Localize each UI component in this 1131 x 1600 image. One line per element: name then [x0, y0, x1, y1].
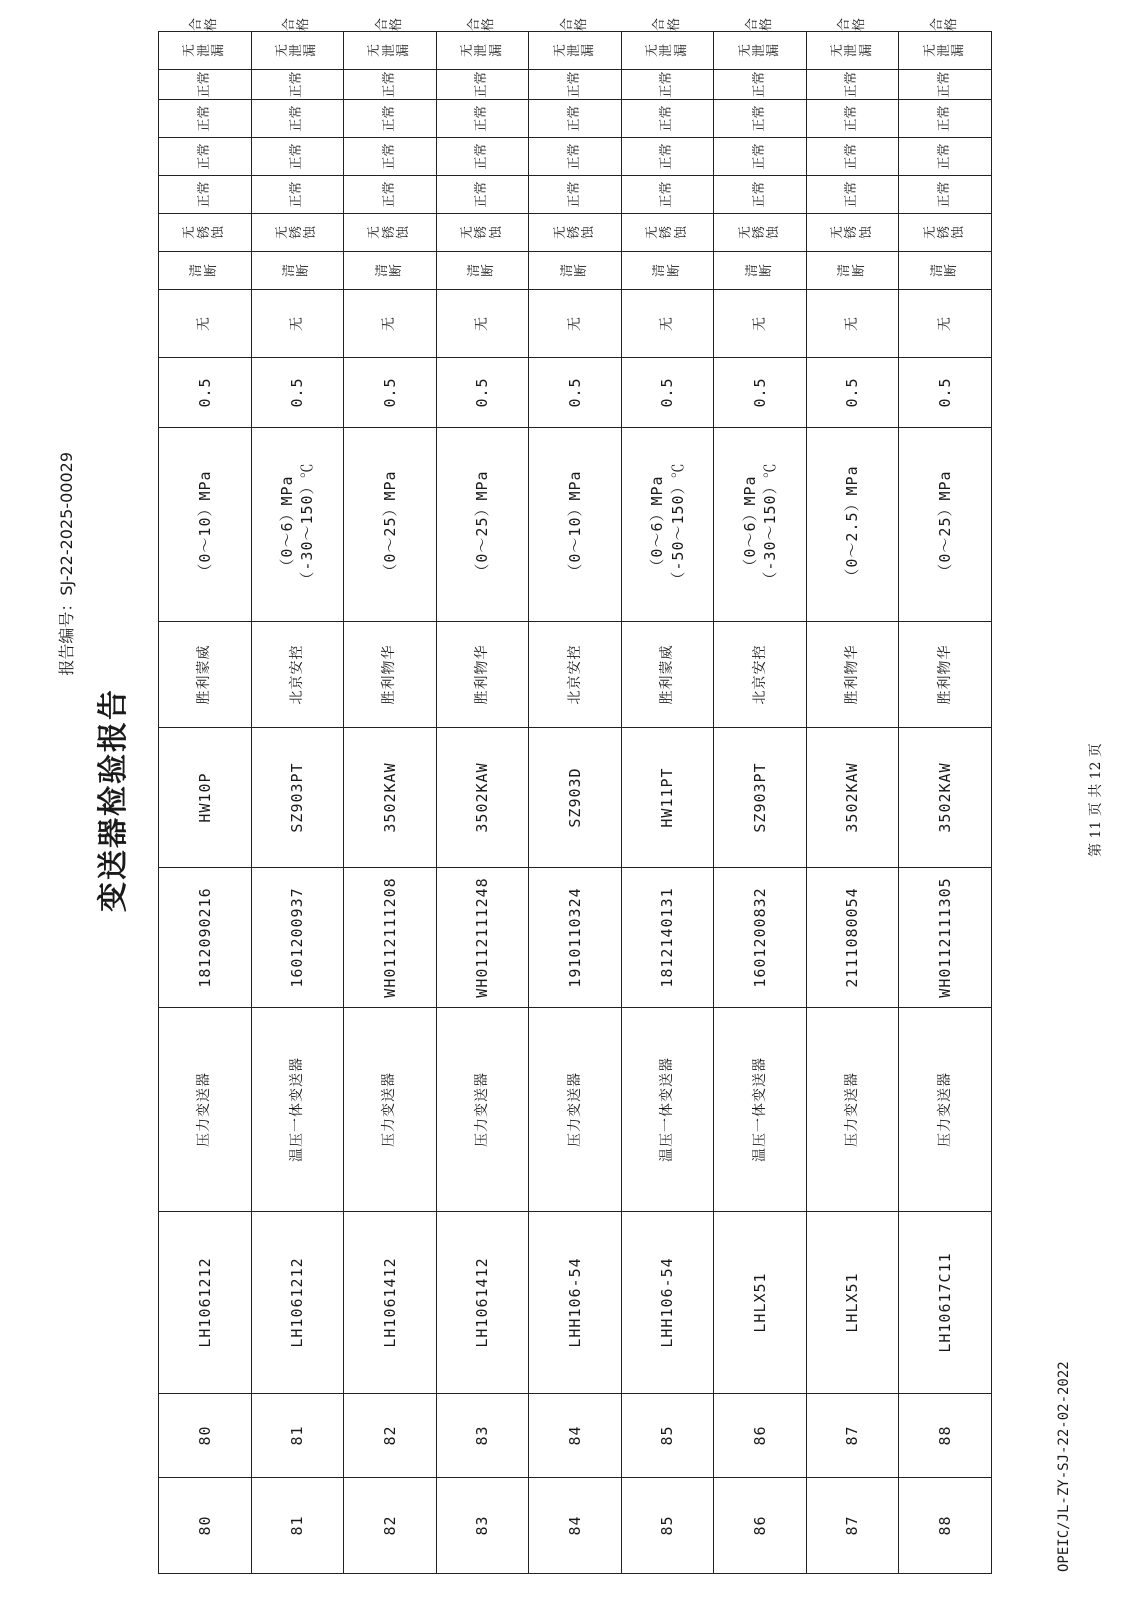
table-row: 87 87 LHLX51 压力变送器 2111080054 3502KAW 胜利物华 （0～2.5）MPa 0.5 无 清 断 无 锈 蚀 正常 正常 正常 正常 无 泄 漏 合格	[806, 32, 899, 1574]
device-code-cell: LH1061412	[436, 1212, 529, 1394]
check-c6-cell: 正常	[344, 70, 437, 100]
check-c2-cell	[714, 214, 807, 252]
check-char: 漏	[951, 44, 967, 58]
document-code: OPEIC/JL-ZY-SJ-22-02-2022	[1056, 1361, 1072, 1572]
range-cell	[344, 428, 437, 622]
serial-number-cell: WH0112111248	[436, 868, 529, 1008]
check-char: 清	[652, 264, 668, 278]
check-char: 泄	[196, 44, 212, 58]
check-char: 无	[367, 44, 383, 58]
manufacturer-cell: 北京安控	[714, 622, 807, 728]
pressure-range: （0～10）MPa	[565, 470, 584, 579]
check-char: 漏	[858, 44, 874, 58]
table-row: 82 82 LH1061412 压力变送器 WH0112111208 3502KAW 胜利物华 （0～25）MPa 0.5 无 清 断 无 锈 蚀 正常 正常 正常 正常 无 泄 漏 合格	[344, 32, 437, 1574]
check-c3-cell: 正常	[806, 176, 899, 214]
check-char: 泄	[751, 44, 767, 58]
serial-number-cell: WH0112111305	[899, 868, 992, 1008]
check-char: 漏	[766, 44, 782, 58]
check-c6-cell: 正常	[899, 70, 992, 100]
check-c5-cell: 正常	[806, 100, 899, 138]
check-c3-cell: 正常	[621, 176, 714, 214]
check-char: 锈	[751, 226, 767, 240]
range-cell	[899, 428, 992, 622]
other-cell: 无	[251, 290, 344, 358]
check-char: 泄	[844, 44, 860, 58]
check-char: 断	[296, 264, 312, 278]
check-char: 漏	[396, 44, 412, 58]
device-name-cell: 压力变送器	[899, 1008, 992, 1212]
check-char: 漏	[488, 44, 504, 58]
check-c2-cell	[344, 214, 437, 252]
row-number-cell: 83	[436, 1394, 529, 1478]
check-char: 泄	[474, 44, 490, 58]
pressure-range: （0～6）MPa	[278, 475, 297, 574]
device-code-cell: LH1061212	[159, 1212, 252, 1394]
check-c5-cell: 正常	[529, 100, 622, 138]
check-char: 无	[922, 226, 938, 240]
row-number-cell: 82	[344, 1394, 437, 1478]
check-char: 断	[759, 264, 775, 278]
manufacturer-cell: 北京安控	[529, 622, 622, 728]
check-c7-cell	[899, 32, 992, 70]
serial-number-cell: 1601200832	[714, 868, 807, 1008]
check-char: 清	[559, 264, 575, 278]
temperature-range: （-50～150）℃	[668, 462, 687, 587]
row-index-cell: 84	[529, 1478, 622, 1574]
serial-number-cell: 1812090216	[159, 868, 252, 1008]
check-char: 清	[189, 264, 205, 278]
range-cell	[806, 428, 899, 622]
model-cell: SZ903D	[529, 728, 622, 868]
check-c3-cell: 正常	[251, 176, 344, 214]
table-row: 81 81 LH1061212 温压一体变送器 1601200937 SZ903PT 北京安控 （0～6）MPa （-30～150）℃ 0.5 无 清 断 无 锈 蚀 正常 正常 正常 正常 无 泄 漏 合格	[251, 32, 344, 1574]
pressure-range: （0～10）MPa	[195, 470, 214, 579]
manufacturer-cell: 胜利蒙威	[159, 622, 252, 728]
check-char: 无	[737, 226, 753, 240]
check-c4-cell: 正常	[621, 138, 714, 176]
check-c7-cell	[806, 32, 899, 70]
row-number-cell: 87	[806, 1394, 899, 1478]
check-char: 锈	[659, 226, 675, 240]
check-c5-cell: 正常	[344, 100, 437, 138]
range-cell	[621, 428, 714, 622]
page-number: 第 11 页 共 12 页	[1088, 743, 1104, 857]
check-char: 断	[203, 264, 219, 278]
accuracy-cell: 0.5	[344, 358, 437, 428]
row-number-cell: 86	[714, 1394, 807, 1478]
check-char: 断	[481, 264, 497, 278]
serial-number-cell: 1910110324	[529, 868, 622, 1008]
check-char: 无	[645, 226, 661, 240]
check-char: 无	[830, 44, 846, 58]
model-cell: 3502KAW	[806, 728, 899, 868]
check-c4-cell: 正常	[806, 138, 899, 176]
row-number-cell: 80	[159, 1394, 252, 1478]
check-char: 锈	[381, 226, 397, 240]
accuracy-cell: 0.5	[621, 358, 714, 428]
check-c4-cell: 正常	[529, 138, 622, 176]
check-c7-cell	[251, 32, 344, 70]
range-cell	[714, 428, 807, 622]
check-c4-cell: 正常	[436, 138, 529, 176]
check-c2-cell	[251, 214, 344, 252]
check-char: 清	[467, 264, 483, 278]
manufacturer-cell: 胜利物华	[806, 622, 899, 728]
check-char: 无	[552, 226, 568, 240]
check-char: 无	[274, 226, 290, 240]
pressure-range: （0～6）MPa	[648, 475, 667, 574]
check-char: 蚀	[673, 226, 689, 240]
check-char: 无	[737, 44, 753, 58]
check-c4-cell: 正常	[251, 138, 344, 176]
check-c3-cell: 正常	[436, 176, 529, 214]
table-row: 85 85 LHH106-54 温压一体变送器 1812140131 HW11PT 胜利蒙威 （0～6）MPa （-50～150）℃ 0.5 无 清 断 无 锈 蚀 正常 正常 正常 正常 无 泄 漏 合格	[621, 32, 714, 1574]
check-char: 清	[929, 264, 945, 278]
check-char: 蚀	[858, 226, 874, 240]
device-code-cell: LHH106-54	[529, 1212, 622, 1394]
check-c5-cell: 正常	[899, 100, 992, 138]
check-char: 蚀	[396, 226, 412, 240]
accuracy-cell: 0.5	[899, 358, 992, 428]
range-cell	[529, 428, 622, 622]
check-char: 锈	[844, 226, 860, 240]
check-c1-cell	[344, 252, 437, 290]
inspection-table	[158, 17, 992, 1574]
check-char: 泄	[289, 44, 305, 58]
check-char: 断	[944, 264, 960, 278]
serial-number-cell: 2111080054	[806, 868, 899, 1008]
check-c1-cell	[899, 252, 992, 290]
model-cell: 3502KAW	[436, 728, 529, 868]
check-char: 断	[851, 264, 867, 278]
temperature-range: （-30～150）℃	[298, 462, 317, 587]
row-number-cell: 81	[251, 1394, 344, 1478]
check-c1-cell	[251, 252, 344, 290]
check-char: 无	[552, 44, 568, 58]
check-c3-cell: 正常	[899, 176, 992, 214]
accuracy-cell: 0.5	[436, 358, 529, 428]
table-row: 86 86 LHLX51 温压一体变送器 1601200832 SZ903PT 北京安控 （0～6）MPa （-30～150）℃ 0.5 无 清 断 无 锈 蚀 正常 正常 正常 正常 无 泄 漏 合格	[714, 32, 807, 1574]
check-c4-cell: 正常	[159, 138, 252, 176]
check-c6-cell: 正常	[806, 70, 899, 100]
check-char: 清	[837, 264, 853, 278]
model-cell: HW11PT	[621, 728, 714, 868]
check-c3-cell: 正常	[344, 176, 437, 214]
other-cell: 无	[436, 290, 529, 358]
check-char: 蚀	[766, 226, 782, 240]
range-cell	[251, 428, 344, 622]
device-name-cell: 压力变送器	[436, 1008, 529, 1212]
check-c7-cell	[436, 32, 529, 70]
check-c4-cell: 正常	[899, 138, 992, 176]
check-char: 无	[459, 226, 475, 240]
pressure-range: （0～6）MPa	[740, 475, 759, 574]
check-c1-cell	[621, 252, 714, 290]
check-c6-cell: 正常	[621, 70, 714, 100]
device-code-cell: LHLX51	[806, 1212, 899, 1394]
check-c5-cell: 正常	[159, 100, 252, 138]
check-c4-cell: 正常	[344, 138, 437, 176]
accuracy-cell: 0.5	[714, 358, 807, 428]
check-c2-cell	[436, 214, 529, 252]
check-c7-cell	[159, 32, 252, 70]
model-cell: 3502KAW	[344, 728, 437, 868]
other-cell: 无	[344, 290, 437, 358]
check-c6-cell: 正常	[714, 70, 807, 100]
check-char: 无	[182, 226, 198, 240]
check-c6-cell: 正常	[529, 70, 622, 100]
row-index-cell: 82	[344, 1478, 437, 1574]
serial-number-cell: 1601200937	[251, 868, 344, 1008]
check-char: 泄	[566, 44, 582, 58]
check-c2-cell	[529, 214, 622, 252]
check-c5-cell: 正常	[714, 100, 807, 138]
check-char: 蚀	[581, 226, 597, 240]
check-c7-cell	[529, 32, 622, 70]
other-cell: 无	[621, 290, 714, 358]
table-row: 80 80 LH1061212 压力变送器 1812090216 HW10P 胜利蒙威 （0～10）MPa 0.5 无 清 断 无 锈 蚀 正常 正常 正常 正常 无 泄 漏 合格	[159, 32, 252, 1574]
inspection-table-wrap	[158, 17, 992, 1574]
manufacturer-cell: 胜利物华	[899, 622, 992, 728]
device-name-cell: 温压一体变送器	[714, 1008, 807, 1212]
check-c5-cell: 正常	[436, 100, 529, 138]
other-cell: 无	[529, 290, 622, 358]
table-row: 84 84 LHH106-54 压力变送器 1910110324 SZ903D 北京安控 （0～10）MPa 0.5 无 清 断 无 锈 蚀 正常 正常 正常 正常 无 泄 漏 合格	[529, 32, 622, 1574]
check-c5-cell: 正常	[621, 100, 714, 138]
device-name-cell: 压力变送器	[806, 1008, 899, 1212]
check-char: 泄	[937, 44, 953, 58]
check-c6-cell: 正常	[251, 70, 344, 100]
check-char: 漏	[673, 44, 689, 58]
model-cell: SZ903PT	[251, 728, 344, 868]
check-c1-cell	[159, 252, 252, 290]
device-code-cell: LH1061412	[344, 1212, 437, 1394]
model-cell: HW10P	[159, 728, 252, 868]
check-c3-cell: 正常	[714, 176, 807, 214]
row-number-cell: 85	[621, 1394, 714, 1478]
check-char: 蚀	[303, 226, 319, 240]
check-char: 无	[922, 44, 938, 58]
model-cell: 3502KAW	[899, 728, 992, 868]
check-char: 断	[388, 264, 404, 278]
check-char: 蚀	[951, 226, 967, 240]
check-char: 泄	[381, 44, 397, 58]
check-c6-cell: 正常	[436, 70, 529, 100]
accuracy-cell: 0.5	[806, 358, 899, 428]
check-char: 锈	[289, 226, 305, 240]
device-name-cell: 温压一体变送器	[621, 1008, 714, 1212]
check-c1-cell	[714, 252, 807, 290]
check-char: 蚀	[210, 226, 226, 240]
device-code-cell: LH1061212	[251, 1212, 344, 1394]
check-char: 泄	[659, 44, 675, 58]
check-char: 漏	[303, 44, 319, 58]
check-char: 断	[573, 264, 589, 278]
check-c2-cell	[159, 214, 252, 252]
device-name-cell: 压力变送器	[159, 1008, 252, 1212]
temperature-range: （-30～150）℃	[761, 462, 780, 587]
check-c2-cell	[806, 214, 899, 252]
check-char: 无	[367, 226, 383, 240]
check-char: 无	[274, 44, 290, 58]
device-code-cell: LHLX51	[714, 1212, 807, 1394]
check-c4-cell: 正常	[714, 138, 807, 176]
row-index-cell: 83	[436, 1478, 529, 1574]
row-index-cell: 80	[159, 1478, 252, 1574]
check-c1-cell	[806, 252, 899, 290]
check-char: 无	[459, 44, 475, 58]
pressure-range: （0～25）MPa	[380, 470, 399, 579]
pressure-range: （0～25）MPa	[473, 470, 492, 579]
check-char: 漏	[210, 44, 226, 58]
check-c2-cell	[621, 214, 714, 252]
check-c7-cell	[344, 32, 437, 70]
manufacturer-cell: 胜利物华	[436, 622, 529, 728]
table-row: 88 88 LH10617C11 压力变送器 WH0112111305 3502KAW 胜利物华 （0～25）MPa 0.5 无 清 断 无 锈 蚀 正常 正常 正常 正常 无 泄 漏 合格	[899, 32, 992, 1574]
range-cell	[436, 428, 529, 622]
check-char: 锈	[566, 226, 582, 240]
row-number-cell: 88	[899, 1394, 992, 1478]
other-cell: 无	[899, 290, 992, 358]
table-row: 83 83 LH1061412 压力变送器 WH0112111248 3502KAW 胜利物华 （0～25）MPa 0.5 无 清 断 无 锈 蚀 正常 正常 正常 正常 无 泄 漏 合格	[436, 32, 529, 1574]
check-char: 漏	[581, 44, 597, 58]
check-c5-cell: 正常	[251, 100, 344, 138]
accuracy-cell: 0.5	[159, 358, 252, 428]
check-c3-cell: 正常	[159, 176, 252, 214]
report-number: 报告编号：SJ-22-2025-00029	[57, 452, 76, 676]
other-cell: 无	[714, 290, 807, 358]
serial-number-cell: 1812140131	[621, 868, 714, 1008]
check-c1-cell	[436, 252, 529, 290]
check-char: 清	[744, 264, 760, 278]
device-name-cell: 温压一体变送器	[251, 1008, 344, 1212]
pressure-range: （0～25）MPa	[936, 470, 955, 579]
device-name-cell: 压力变送器	[344, 1008, 437, 1212]
check-char: 蚀	[488, 226, 504, 240]
manufacturer-cell: 北京安控	[251, 622, 344, 728]
manufacturer-cell: 胜利蒙威	[621, 622, 714, 728]
device-name-cell: 压力变送器	[529, 1008, 622, 1212]
pressure-range: （0～2.5）MPa	[843, 465, 862, 584]
page-title: 变送器检验报告	[96, 688, 131, 912]
check-char: 锈	[196, 226, 212, 240]
check-c3-cell: 正常	[529, 176, 622, 214]
check-char: 锈	[937, 226, 953, 240]
accuracy-cell: 0.5	[251, 358, 344, 428]
row-index-cell: 85	[621, 1478, 714, 1574]
row-number-cell: 84	[529, 1394, 622, 1478]
check-char: 锈	[474, 226, 490, 240]
row-index-cell: 81	[251, 1478, 344, 1574]
check-char: 清	[282, 264, 298, 278]
model-cell: SZ903PT	[714, 728, 807, 868]
check-c7-cell	[621, 32, 714, 70]
check-c7-cell	[714, 32, 807, 70]
check-char: 无	[182, 44, 198, 58]
other-cell: 无	[806, 290, 899, 358]
other-cell: 无	[159, 290, 252, 358]
manufacturer-cell: 胜利物华	[344, 622, 437, 728]
check-char: 断	[666, 264, 682, 278]
device-code-cell: LH10617C11	[899, 1212, 992, 1394]
check-c2-cell	[899, 214, 992, 252]
row-index-cell: 87	[806, 1478, 899, 1574]
device-code-cell: LHH106-54	[621, 1212, 714, 1394]
check-c1-cell	[529, 252, 622, 290]
row-index-cell: 88	[899, 1478, 992, 1574]
row-index-cell: 86	[714, 1478, 807, 1574]
check-char: 清	[374, 264, 390, 278]
check-char: 无	[830, 226, 846, 240]
accuracy-cell: 0.5	[529, 358, 622, 428]
serial-number-cell: WH0112111208	[344, 868, 437, 1008]
check-c6-cell: 正常	[159, 70, 252, 100]
check-char: 无	[645, 44, 661, 58]
range-cell	[159, 428, 252, 622]
